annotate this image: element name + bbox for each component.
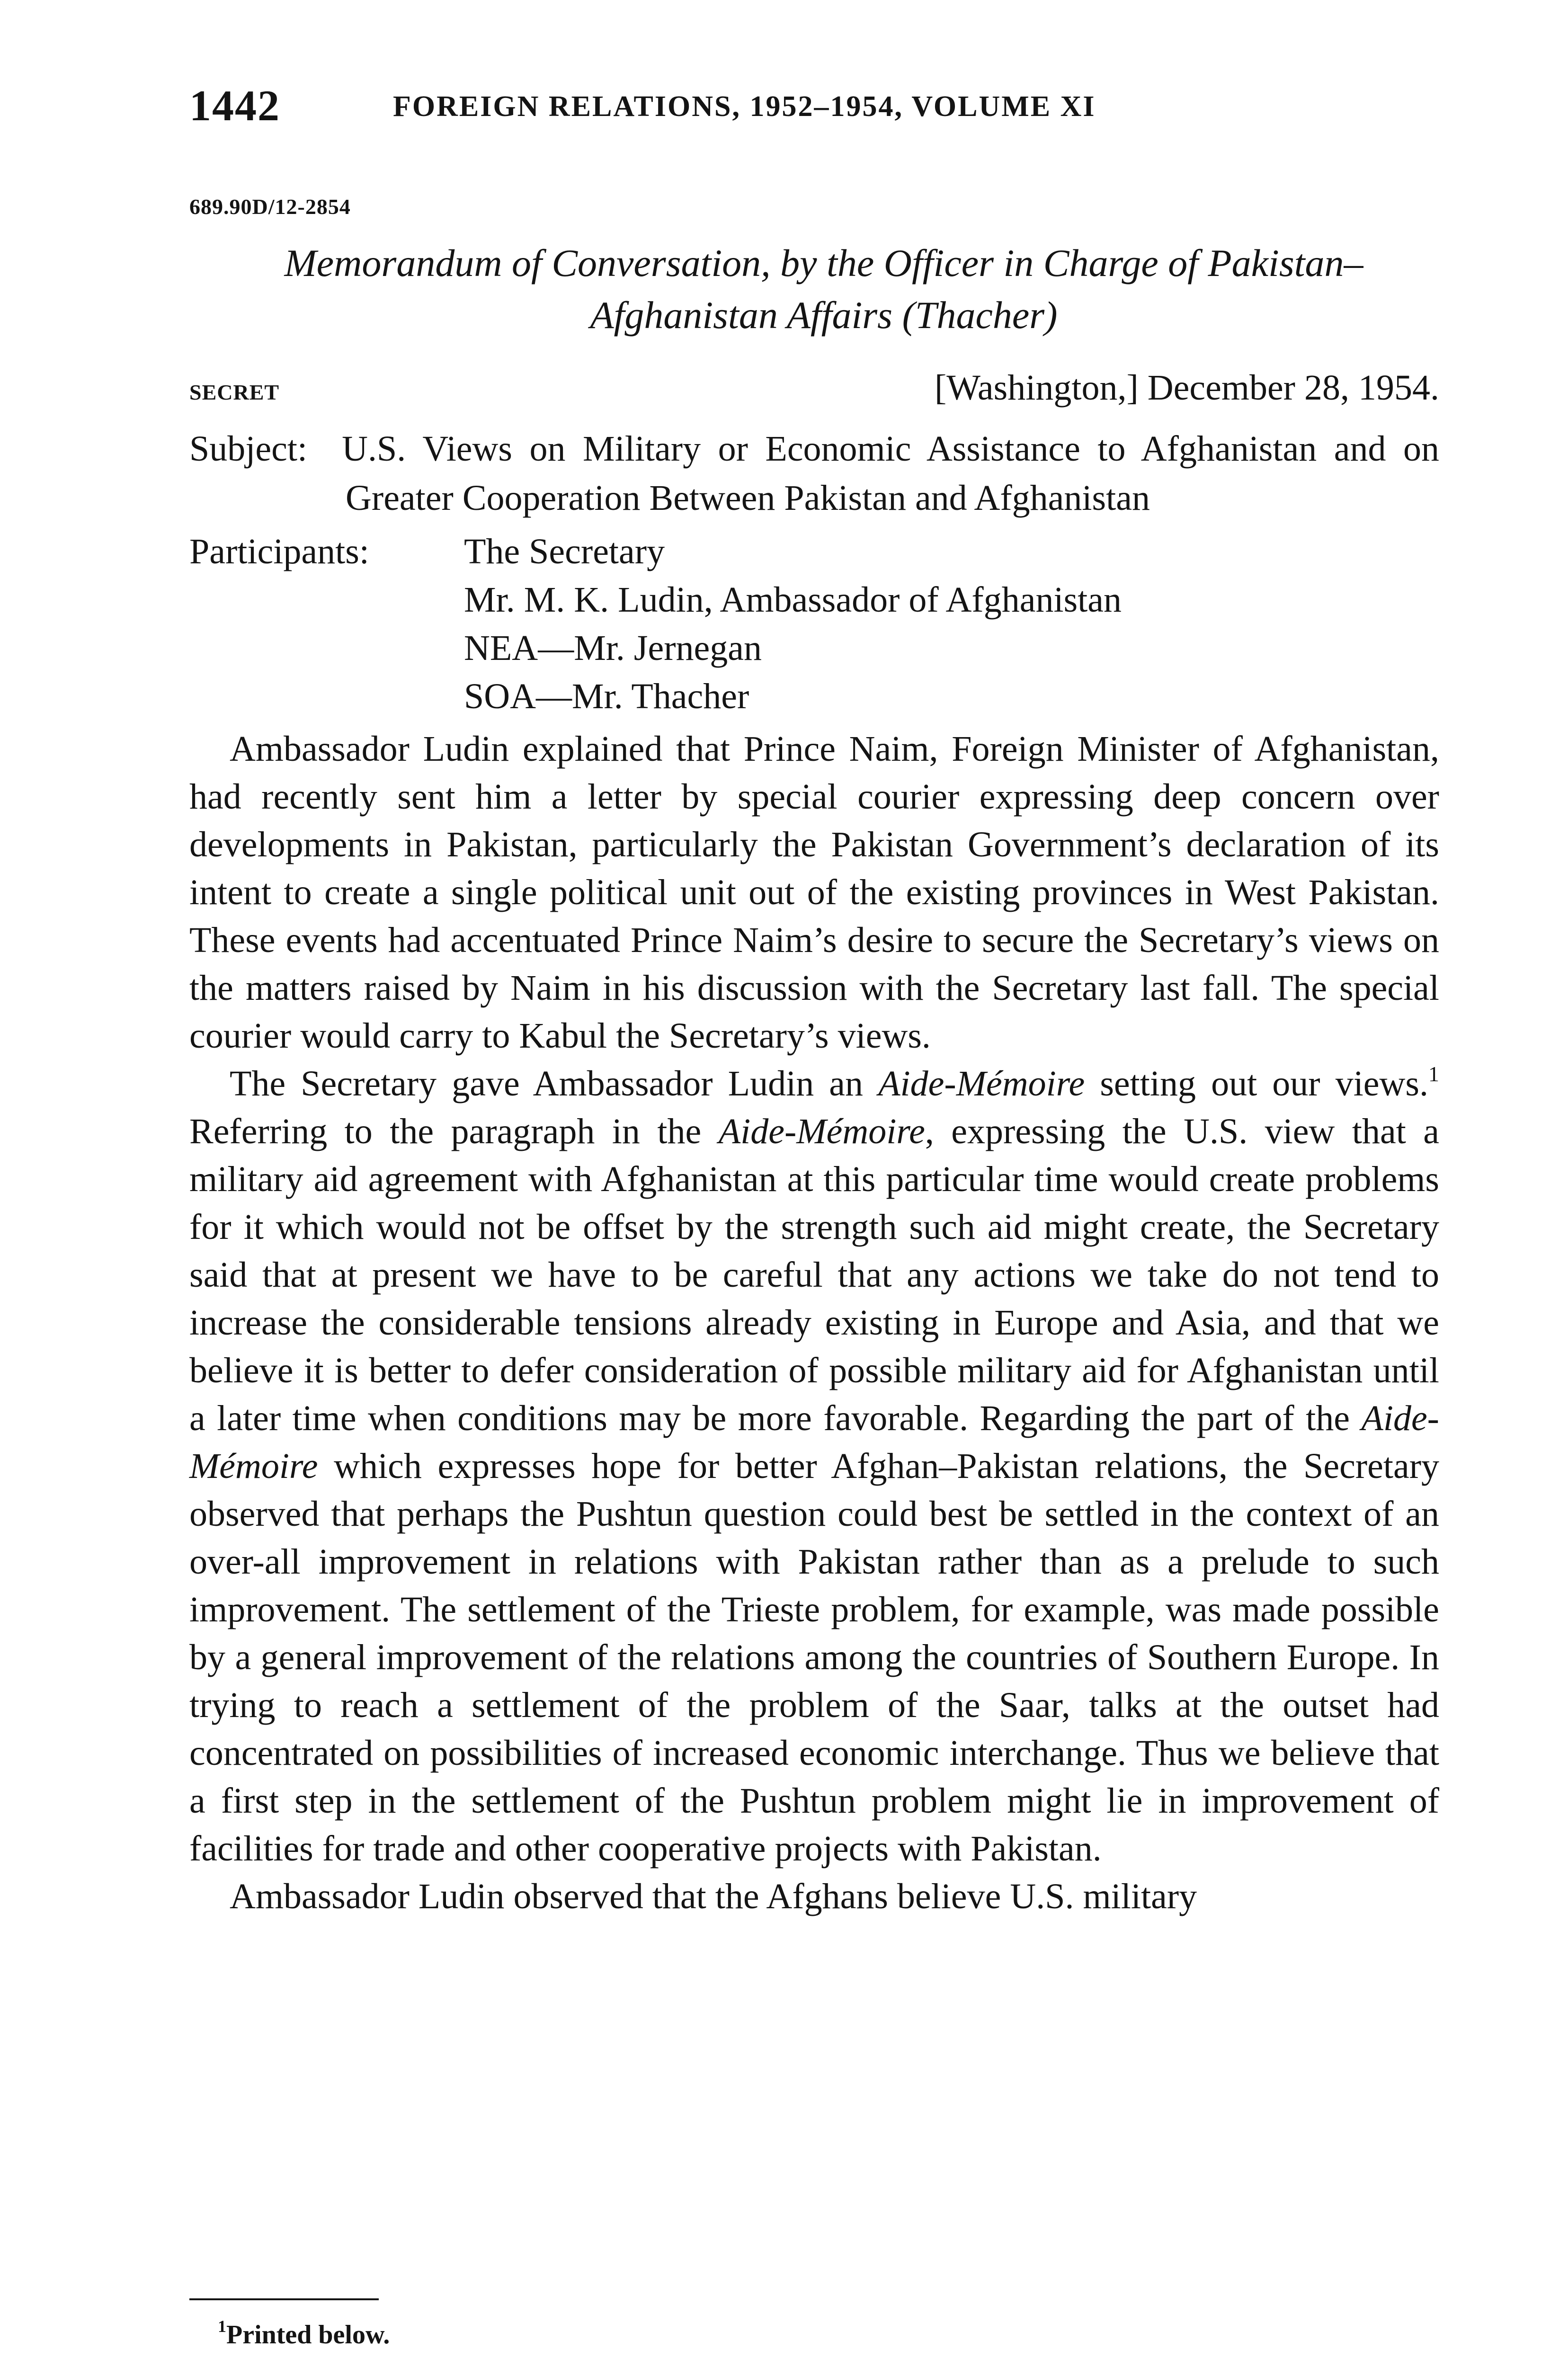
text-segment: Referring to the paragraph in the [189, 1112, 702, 1151]
participant: NEA—Mr. Jernegan [464, 628, 762, 668]
participants-label: Participants: [189, 532, 369, 571]
classification-label: SECRET [189, 380, 280, 404]
title-line-2: Afghanistan Affairs (Thacher) [590, 294, 1058, 337]
subject-label: Subject: [189, 429, 308, 469]
footnote [218, 2317, 390, 2350]
dateline [189, 367, 1439, 415]
document-page [189, 80, 1439, 1921]
participants-list [464, 527, 1122, 721]
subject-line [189, 424, 1439, 523]
text-segment: , expressing the U.S. view that a military aid agreement with Afghanistan at this particular time would create problems for it which would not be offset by the strength such aid might create, the Secretary said that at present we have to be careful that any actions we take do not tend to increase the considerable tensions already existing in Europe and Asia, and that we believe it is better to defer consideration of possible military aid for Afghanistan until a later time when conditions may be more favorable. Regarding the part of the [189, 1112, 1440, 1438]
footnote-reference: 1 [1428, 1062, 1439, 1086]
text-segment: which expresses hope for better Afghan–Pakistan relations, the Secretary observed that perhaps the Pushtun question could best be settled in the context of an over-all improvement in relations with Pakistan rather than as a prelude to such improvement. The settlement of the Trieste problem, for example, was made possible by a general improvement of the relations among the countries of Southern Europe. In trying to reach a settlement of the problem of the Saar, talks at the outset had concentrated on possibilities of increased economic interchange. Thus we believe that a first step in the settlement of the Pushtun problem might lie in improvement of facilities for trade and other cooperative projects with Pakistan. [189, 1446, 1439, 1869]
aide-memoire-term: Aide-Mémoire [878, 1064, 1085, 1103]
participants-block [189, 527, 1439, 721]
aide-memoire-term: Aide-Mémoire [189, 1398, 1439, 1486]
text-segment: The Secretary gave Ambassador Ludin an [230, 1064, 864, 1103]
memorandum-body [189, 725, 1439, 1921]
paragraph-2 [189, 1060, 1439, 1873]
participant: Mr. M. K. Ludin, Ambassador of Afghanistan [464, 580, 1122, 620]
participant: SOA—Mr. Thacher [464, 676, 749, 716]
page-number: 1442 [189, 81, 280, 130]
title-line-1: Memorandum of Conversation, by the Officer in Charge of Pakistan– [284, 241, 1363, 285]
footnote-text: Printed below. [226, 2320, 390, 2349]
paragraph-3: Ambassador Ludin observed that the Afghans believe U.S. military [230, 1877, 1197, 1916]
participant: The Secretary [464, 532, 665, 571]
footnote-number: 1 [218, 2317, 226, 2336]
subject-text: U.S. Views on Military or Economic Assistance to Afghanistan and on Greater Cooperation Between Pakistan and Afghanistan [342, 429, 1440, 518]
running-head [189, 80, 1439, 137]
document-title [189, 237, 1439, 341]
place-date: [Washington,] December 28, 1954. [934, 368, 1439, 408]
aide-memoire-term: Aide-Mémoire [718, 1112, 925, 1151]
paragraph-1: Ambassador Ludin explained that Prince Naim, Foreign Minister of Afghanistan, had recently sent him a letter by special courier expressing deep concern over developments in Pakistan, particularly the Pakistan Government’s declaration of its intent to create a single political unit out of the existing provinces in West Pakistan. These events had accentuated Prince Naim’s desire to secure the Secretary’s views on the matters raised by Naim in his discussion with the Secretary last fall. The special courier would carry to Kabul the Secretary’s views. [189, 729, 1439, 1056]
footnote-rule [189, 2298, 379, 2300]
file-number: 689.90D/12-2854 [189, 195, 351, 219]
text-segment: setting out our views. [1100, 1064, 1428, 1103]
running-title: FOREIGN RELATIONS, 1952–1954, VOLUME XI [393, 90, 1096, 123]
